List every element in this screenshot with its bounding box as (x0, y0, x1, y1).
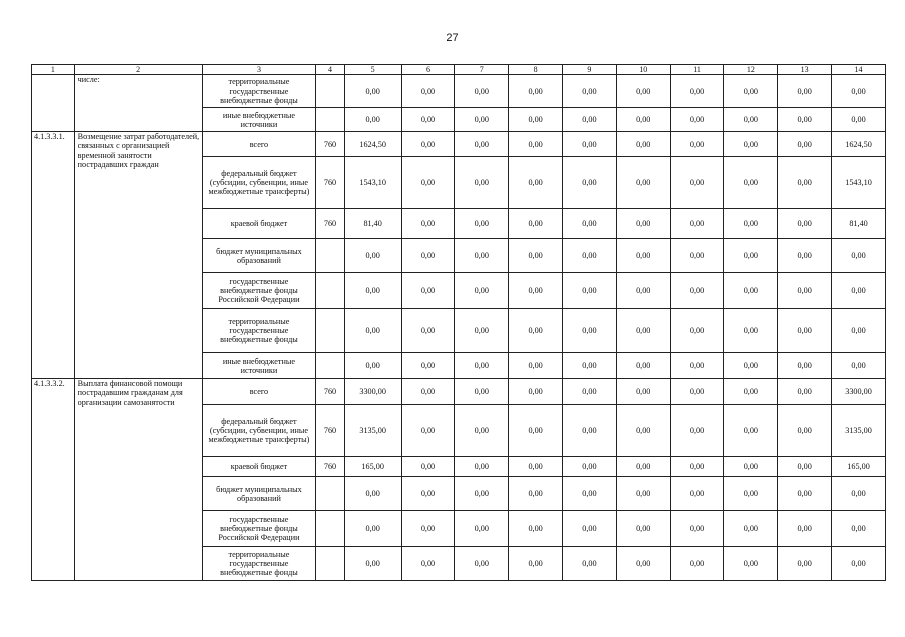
value-cell: 0,00 (724, 157, 778, 209)
value-cell: 0,00 (616, 353, 670, 379)
value-cell: 0,00 (455, 547, 509, 581)
kbk-code: 760 (316, 457, 344, 477)
kbk-code (316, 108, 344, 132)
budget-table (31, 64, 886, 581)
value-cell: 0,00 (509, 547, 563, 581)
value-cell: 0,00 (670, 239, 724, 273)
column-header: 9 (563, 65, 617, 75)
funding-source: иные внебюджетные источники (202, 108, 316, 132)
value-cell: 0,00 (344, 547, 401, 581)
value-cell: 0,00 (832, 75, 886, 108)
value-cell: 0,00 (563, 511, 617, 547)
funding-source: федеральный бюджет (субсидии, субвенции, иные межбюджетные трансферты) (202, 405, 316, 457)
value-cell: 0,00 (724, 511, 778, 547)
value-cell: 0,00 (344, 75, 401, 108)
value-cell: 0,00 (401, 75, 455, 108)
value-cell: 0,00 (563, 108, 617, 132)
value-cell: 0,00 (563, 379, 617, 405)
value-cell: 81,40 (832, 209, 886, 239)
value-cell: 3135,00 (344, 405, 401, 457)
value-cell: 0,00 (344, 309, 401, 353)
value-cell: 81,40 (344, 209, 401, 239)
value-cell: 0,00 (563, 477, 617, 511)
value-cell: 0,00 (670, 309, 724, 353)
value-cell: 0,00 (509, 477, 563, 511)
value-cell: 0,00 (509, 209, 563, 239)
value-cell: 0,00 (724, 75, 778, 108)
value-cell: 0,00 (509, 379, 563, 405)
value-cell: 0,00 (455, 353, 509, 379)
value-cell: 0,00 (724, 132, 778, 157)
value-cell: 0,00 (670, 75, 724, 108)
value-cell: 0,00 (724, 547, 778, 581)
value-cell: 0,00 (670, 132, 724, 157)
value-cell: 0,00 (670, 157, 724, 209)
value-cell: 0,00 (778, 132, 832, 157)
value-cell: 0,00 (778, 239, 832, 273)
value-cell: 0,00 (401, 309, 455, 353)
value-cell: 0,00 (832, 353, 886, 379)
item-name: Возмещение затрат работодателей, связанных с организацией временной занятости пострадавших граждан (74, 132, 202, 379)
value-cell: 0,00 (401, 547, 455, 581)
column-header: 8 (509, 65, 563, 75)
value-cell: 0,00 (778, 157, 832, 209)
value-cell: 0,00 (455, 511, 509, 547)
value-cell: 0,00 (509, 108, 563, 132)
value-cell: 0,00 (344, 511, 401, 547)
kbk-code (316, 75, 344, 108)
kbk-code: 760 (316, 132, 344, 157)
value-cell: 0,00 (509, 309, 563, 353)
value-cell: 0,00 (455, 477, 509, 511)
value-cell: 3300,00 (344, 379, 401, 405)
value-cell: 0,00 (832, 309, 886, 353)
column-header: 7 (455, 65, 509, 75)
value-cell: 0,00 (563, 75, 617, 108)
value-cell: 0,00 (616, 273, 670, 309)
value-cell: 0,00 (616, 309, 670, 353)
value-cell: 0,00 (563, 157, 617, 209)
kbk-code (316, 239, 344, 273)
value-cell: 0,00 (401, 353, 455, 379)
value-cell: 0,00 (401, 405, 455, 457)
value-cell: 0,00 (670, 457, 724, 477)
value-cell: 0,00 (616, 75, 670, 108)
value-cell: 0,00 (455, 273, 509, 309)
value-cell: 165,00 (832, 457, 886, 477)
item-code: 4.1.3.3.1. (32, 132, 75, 379)
value-cell: 0,00 (401, 108, 455, 132)
table-row (32, 379, 886, 405)
funding-source: федеральный бюджет (субсидии, субвенции, иные межбюджетные трансферты) (202, 157, 316, 209)
column-header: 11 (670, 65, 724, 75)
page-number: 27 (446, 32, 459, 44)
value-cell: 0,00 (724, 209, 778, 239)
value-cell: 0,00 (724, 379, 778, 405)
column-header: 5 (344, 65, 401, 75)
value-cell: 0,00 (670, 209, 724, 239)
value-cell: 0,00 (509, 353, 563, 379)
column-header: 6 (401, 65, 455, 75)
value-cell: 0,00 (344, 477, 401, 511)
value-cell: 0,00 (616, 157, 670, 209)
value-cell: 0,00 (778, 457, 832, 477)
value-cell: 0,00 (778, 108, 832, 132)
value-cell: 0,00 (778, 353, 832, 379)
value-cell: 0,00 (509, 132, 563, 157)
table-row (32, 132, 886, 157)
value-cell: 0,00 (670, 273, 724, 309)
value-cell: 0,00 (616, 477, 670, 511)
value-cell: 0,00 (778, 405, 832, 457)
value-cell: 0,00 (670, 379, 724, 405)
value-cell: 0,00 (832, 511, 886, 547)
value-cell: 0,00 (724, 457, 778, 477)
value-cell: 0,00 (616, 108, 670, 132)
value-cell: 0,00 (455, 309, 509, 353)
value-cell: 0,00 (670, 405, 724, 457)
value-cell: 0,00 (455, 239, 509, 273)
value-cell: 0,00 (563, 353, 617, 379)
funding-source: бюджет муниципальных образований (202, 477, 316, 511)
item-name: Выплата финансовой помощи пострадавшим гражданам для организации самозанятости (74, 379, 202, 581)
value-cell: 165,00 (344, 457, 401, 477)
value-cell: 0,00 (509, 405, 563, 457)
value-cell: 0,00 (832, 108, 886, 132)
kbk-code (316, 547, 344, 581)
value-cell: 0,00 (563, 547, 617, 581)
value-cell: 0,00 (455, 209, 509, 239)
value-cell: 0,00 (455, 132, 509, 157)
column-header: 12 (724, 65, 778, 75)
value-cell: 0,00 (563, 273, 617, 309)
kbk-code: 760 (316, 405, 344, 457)
value-cell: 0,00 (401, 209, 455, 239)
item-name: числе: (74, 75, 202, 132)
kbk-code (316, 309, 344, 353)
kbk-code (316, 273, 344, 309)
value-cell: 0,00 (724, 273, 778, 309)
value-cell: 0,00 (344, 108, 401, 132)
value-cell: 3135,00 (832, 405, 886, 457)
value-cell: 0,00 (616, 547, 670, 581)
value-cell: 0,00 (344, 273, 401, 309)
column-header: 1 (32, 65, 75, 75)
value-cell: 0,00 (832, 477, 886, 511)
value-cell: 0,00 (670, 108, 724, 132)
funding-source: иные внебюджетные источники (202, 353, 316, 379)
value-cell: 0,00 (563, 405, 617, 457)
value-cell: 0,00 (455, 157, 509, 209)
value-cell: 0,00 (832, 273, 886, 309)
kbk-code (316, 353, 344, 379)
header-row (32, 65, 886, 75)
value-cell: 0,00 (344, 239, 401, 273)
value-cell: 0,00 (670, 511, 724, 547)
table-row (32, 75, 886, 108)
column-header: 10 (616, 65, 670, 75)
value-cell: 0,00 (778, 273, 832, 309)
value-cell: 0,00 (778, 209, 832, 239)
kbk-code: 760 (316, 379, 344, 405)
value-cell: 0,00 (401, 477, 455, 511)
value-cell: 0,00 (616, 239, 670, 273)
kbk-code (316, 511, 344, 547)
value-cell: 0,00 (509, 457, 563, 477)
value-cell: 0,00 (832, 547, 886, 581)
value-cell: 0,00 (832, 239, 886, 273)
funding-source: государственные внебюджетные фонды Российской Федерации (202, 511, 316, 547)
value-cell: 0,00 (563, 209, 617, 239)
value-cell: 0,00 (344, 353, 401, 379)
value-cell: 0,00 (778, 75, 832, 108)
value-cell: 0,00 (401, 273, 455, 309)
value-cell: 1543,10 (344, 157, 401, 209)
value-cell: 0,00 (455, 405, 509, 457)
value-cell: 0,00 (670, 477, 724, 511)
column-header: 4 (316, 65, 344, 75)
value-cell: 0,00 (401, 157, 455, 209)
value-cell: 0,00 (401, 457, 455, 477)
value-cell: 0,00 (455, 108, 509, 132)
value-cell: 0,00 (778, 309, 832, 353)
value-cell: 0,00 (563, 457, 617, 477)
value-cell: 0,00 (563, 239, 617, 273)
value-cell: 0,00 (509, 157, 563, 209)
item-code (32, 75, 75, 132)
value-cell: 0,00 (509, 75, 563, 108)
column-header: 2 (74, 65, 202, 75)
value-cell: 0,00 (724, 477, 778, 511)
value-cell: 0,00 (670, 353, 724, 379)
funding-source: бюджет муниципальных образований (202, 239, 316, 273)
funding-source: краевой бюджет (202, 457, 316, 477)
value-cell: 0,00 (724, 309, 778, 353)
value-cell: 0,00 (616, 209, 670, 239)
funding-source: всего (202, 132, 316, 157)
value-cell: 0,00 (778, 477, 832, 511)
value-cell: 0,00 (724, 353, 778, 379)
funding-source: территориальные государственные внебюджетные фонды (202, 309, 316, 353)
value-cell: 0,00 (455, 379, 509, 405)
value-cell: 1624,50 (344, 132, 401, 157)
funding-source: территориальные государственные внебюджетные фонды (202, 547, 316, 581)
value-cell: 0,00 (401, 132, 455, 157)
funding-source: территориальные государственные внебюджетные фонды (202, 75, 316, 108)
value-cell: 0,00 (563, 132, 617, 157)
table-body (32, 65, 886, 581)
value-cell: 0,00 (401, 379, 455, 405)
value-cell: 0,00 (616, 379, 670, 405)
value-cell: 0,00 (509, 239, 563, 273)
value-cell: 0,00 (778, 547, 832, 581)
value-cell: 0,00 (455, 457, 509, 477)
column-header: 13 (778, 65, 832, 75)
value-cell: 0,00 (616, 511, 670, 547)
funding-source: краевой бюджет (202, 209, 316, 239)
value-cell: 0,00 (670, 547, 724, 581)
value-cell: 0,00 (724, 239, 778, 273)
value-cell: 0,00 (778, 379, 832, 405)
column-header: 14 (832, 65, 886, 75)
value-cell: 0,00 (509, 511, 563, 547)
value-cell: 0,00 (616, 132, 670, 157)
value-cell: 0,00 (616, 457, 670, 477)
value-cell: 0,00 (401, 239, 455, 273)
funding-source: государственные внебюджетные фонды Российской Федерации (202, 273, 316, 309)
value-cell: 0,00 (563, 309, 617, 353)
kbk-code: 760 (316, 157, 344, 209)
value-cell: 1543,10 (832, 157, 886, 209)
kbk-code: 760 (316, 209, 344, 239)
value-cell: 0,00 (455, 75, 509, 108)
value-cell: 0,00 (509, 273, 563, 309)
value-cell: 0,00 (401, 511, 455, 547)
value-cell: 0,00 (724, 405, 778, 457)
kbk-code (316, 477, 344, 511)
value-cell: 3300,00 (832, 379, 886, 405)
item-code: 4.1.3.3.2. (32, 379, 75, 581)
value-cell: 0,00 (616, 405, 670, 457)
value-cell: 1624,50 (832, 132, 886, 157)
funding-source: всего (202, 379, 316, 405)
value-cell: 0,00 (724, 108, 778, 132)
value-cell: 0,00 (778, 511, 832, 547)
column-header: 3 (202, 65, 316, 75)
